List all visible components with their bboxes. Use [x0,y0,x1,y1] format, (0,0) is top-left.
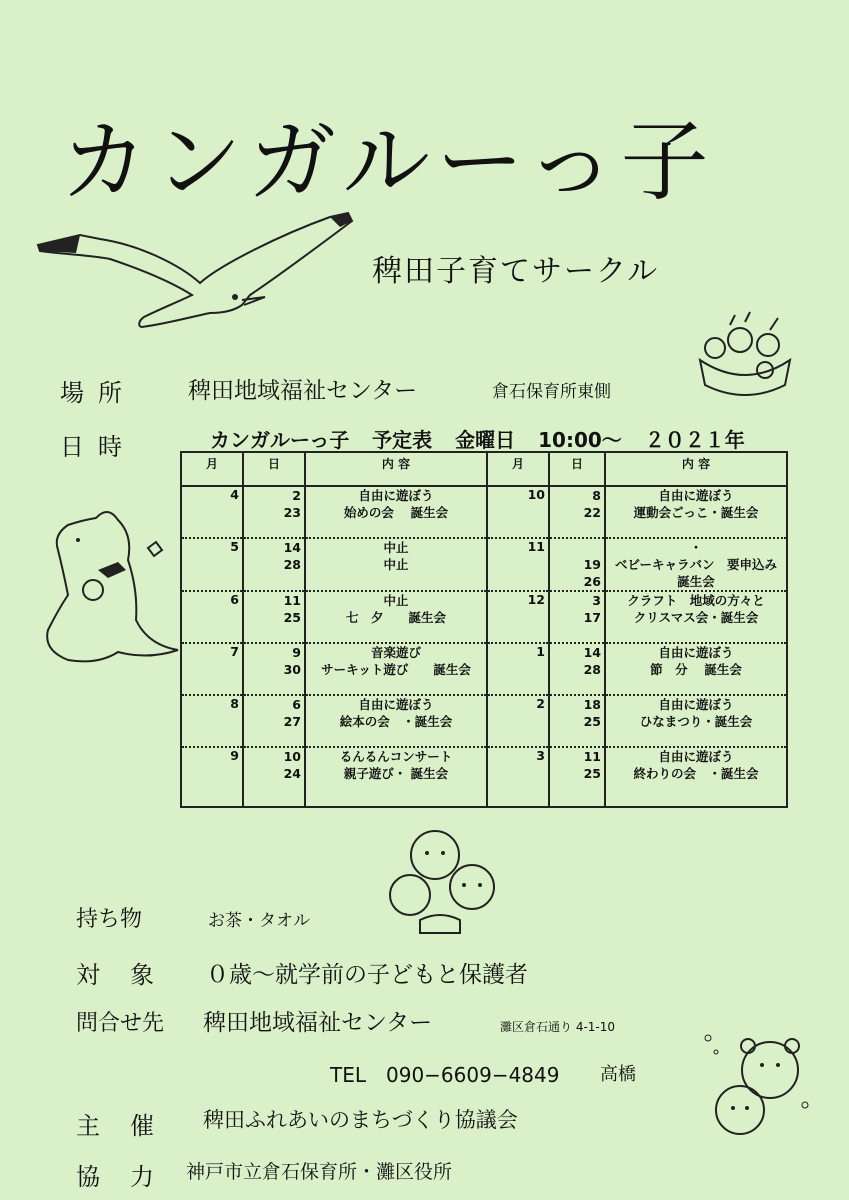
content-item: 親子遊び・ 誕生会 [343,766,449,781]
content-cell [605,538,787,591]
content-item: ・ [689,540,703,555]
schedule-heading-time: 10:00〜 [538,428,622,452]
content-cell [305,747,487,807]
day-cell [243,747,305,807]
content-item: 節 分 誕生会 [650,662,742,677]
month-cell: 7 [181,643,243,695]
day-value: 17 [583,610,601,625]
content-cell [305,486,487,538]
page-title: カンガルーっ子 [60,110,715,213]
target-label: 対象 [76,961,184,989]
day-cell [549,643,605,695]
column-header: 月 [487,452,549,486]
content-item: 誕生会 [677,574,715,589]
day-value: 10 [283,749,301,764]
day-value: 9 [292,645,301,660]
content-item: クリスマス会・誕生会 [633,610,759,625]
schedule-heading-name: カンガルーっ子 [210,428,350,452]
content-item: クラフト 地域の方々と [627,593,765,608]
content-cell [305,591,487,643]
content-item: 中止 [383,557,409,572]
day-cell [243,695,305,747]
month-cell: 11 [487,538,549,591]
content-cell [605,747,787,807]
schedule-heading-year: ２０２１年 [644,428,745,452]
contact-person: 高橋 [600,1064,636,1085]
column-header: 日 [549,452,605,486]
column-header: 月 [181,452,243,486]
month-cell: 10 [487,486,549,538]
content-item: 七 夕 誕生会 [345,610,446,625]
month-cell: 6 [181,591,243,643]
day-value: 26 [583,574,601,589]
schedule-heading-table: 予定表 [372,428,433,452]
day-value: 19 [583,557,601,572]
day-value: 23 [283,505,301,520]
organizer-value: 稗田ふれあいのまちづくり協議会 [203,1108,518,1132]
contact-label: 問合せ先 [76,1011,165,1036]
contact-address: 灘区倉石通り 4-1-10 [500,1020,616,1034]
content-cell [605,643,787,695]
month-cell: 8 [181,695,243,747]
seagull-illustration [30,205,370,335]
day-cell [243,538,305,591]
content-item: ベビーキャラバン 要申込み [614,557,777,572]
day-value: 28 [583,662,601,677]
day-value: 22 [583,505,601,520]
day-value: 25 [583,766,601,781]
content-item: るんるんコンサート [339,749,453,764]
schedule-row [181,695,787,747]
target-value: ０歳〜就学前の子どもと保護者 [206,962,528,988]
day-cell [549,486,605,538]
contact-tel: TEL 090−6609−4849 [330,1063,560,1087]
content-item: 終わりの会 ・誕生会 [633,766,759,781]
day-value: 28 [283,557,301,572]
day-cell [549,747,605,807]
month-cell: 5 [181,538,243,591]
belongings-value: お茶・タオル [208,911,310,931]
month-cell: 12 [487,591,549,643]
day-value: 30 [283,662,301,677]
content-cell [605,591,787,643]
month-cell: 2 [487,695,549,747]
vegetable-basket-illustration [690,310,800,400]
datetime-label: 日時 [60,433,136,461]
schedule-row [181,538,787,591]
cooperation-label: 協力 [76,1163,184,1191]
month-cell: 4 [181,486,243,538]
content-item: 運動会ごっこ・誕生会 [633,505,759,520]
day-value: 14 [583,645,601,660]
content-item: 自由に遊ぼう [658,645,734,660]
month-cell: 9 [181,747,243,807]
content-cell [305,643,487,695]
content-cell [605,486,787,538]
organizer-label: 主催 [76,1112,184,1140]
month-cell: 1 [487,643,549,695]
content-item: 自由に遊ぼう [658,749,734,764]
content-cell [305,538,487,591]
belongings-label: 持ち物 [76,907,143,932]
schedule-row [181,643,787,695]
content-item: 絵本の会 ・誕生会 [339,714,453,729]
content-item: 中止 [383,593,409,608]
day-value: 3 [592,593,601,608]
schedule-row [181,486,787,538]
day-value [553,539,601,556]
day-value: 18 [583,697,601,712]
column-header: 内 容 [605,452,787,486]
content-item: 自由に遊ぼう [358,697,434,712]
day-cell [549,538,605,591]
day-value: 6 [292,697,301,712]
day-cell [243,486,305,538]
content-item: サーキット遊び 誕生会 [321,662,471,677]
day-value: 24 [283,766,301,781]
column-header: 日 [243,452,305,486]
place-label: 場所 [60,379,136,407]
subtitle: 稗田子育てサークル [372,254,660,289]
day-value: 11 [583,749,601,764]
schedule-heading [210,424,761,453]
content-item: ひなまつり・誕生会 [639,714,753,729]
kangaroo-illustration [38,500,188,670]
content-cell [305,695,487,747]
day-value: 11 [283,593,301,608]
day-cell [549,591,605,643]
children-illustration [380,825,510,935]
day-value: 27 [283,714,301,729]
schedule-table [180,451,788,808]
place-value: 稗田地域福祉センター [188,378,418,404]
day-cell [549,695,605,747]
content-item: 自由に遊ぼう [658,488,734,503]
content-item: 中止 [383,540,409,555]
schedule-heading-day: 金曜日 [455,428,516,452]
schedule-row [181,747,787,807]
cooperation-value: 神戸市立倉石保育所・灘区役所 [186,1161,453,1183]
day-value: 25 [283,610,301,625]
day-cell [243,643,305,695]
day-value: 2 [292,488,301,503]
schedule-row [181,591,787,643]
contact-value: 稗田地域福祉センター [203,1010,433,1036]
day-value: 8 [592,488,601,503]
month-cell: 3 [487,747,549,807]
bears-illustration [700,1030,820,1150]
day-cell [243,591,305,643]
content-cell [605,695,787,747]
place-note: 倉石保育所東側 [492,382,611,402]
content-item: 始めの会 誕生会 [343,505,449,520]
content-item: 音楽遊び [370,645,421,660]
column-header: 内 容 [305,452,487,486]
content-item: 自由に遊ぼう [658,697,734,712]
day-value: 14 [283,540,301,555]
day-value: 25 [583,714,601,729]
schedule-header-row [181,452,787,486]
content-item: 自由に遊ぼう [358,488,434,503]
